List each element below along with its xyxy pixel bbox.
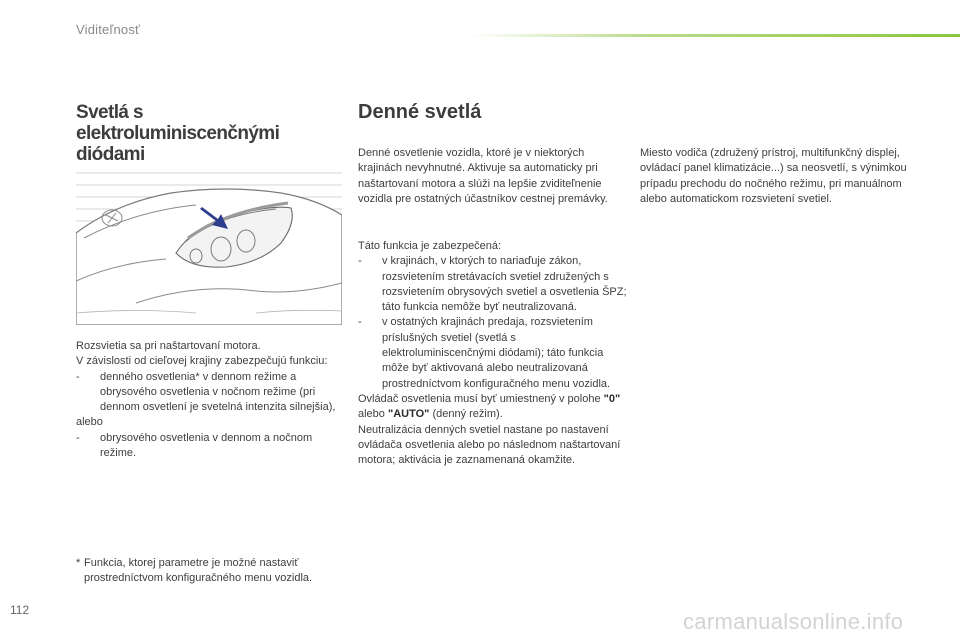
footnote-text: Funkcia, ktorej parametre je možné nastaviť prostredníctvom konfiguračného menu vozidla. <box>84 557 313 585</box>
list-item <box>358 315 628 391</box>
text-fragment: Ovládač osvetlenia musí byť umiestnený v polohe <box>358 392 601 405</box>
list-item-text: v krajinách, v ktorých to nariaďuje zákon, rozsvietením stretávacích svetiel združených s rozsvietením obrysových svetiel a osvetlenia ŠPZ; táto funkcia nemôže byť neutralizovaná. <box>382 255 627 314</box>
led-lights-description <box>76 339 346 461</box>
or-text: alebo <box>76 416 103 429</box>
switch-position-auto: "AUTO" <box>387 408 430 421</box>
paragraph: Miesto vodiča (združený prístroj, multifunkčný displej, ovládací panel klimatizácie...) sa neosvetlí, s výnimkou prípadu prechodu do nočného režimu, pri manuálnom alebo automatickom rozsvietení svetiel. <box>640 147 907 205</box>
intro-text: V závislosti od cieľovej krajiny zabezpečujú funkciu: <box>76 355 328 368</box>
daytime-lights-details <box>358 239 628 468</box>
list-dash: - <box>358 316 362 329</box>
paragraph: Táto funkcia je zabezpečená: <box>358 240 502 252</box>
footnote-marker: * <box>76 557 81 569</box>
intro-text: Rozsvietia sa pri naštartovaní motora. <box>76 340 261 352</box>
list-item <box>76 370 346 416</box>
footnote <box>76 556 346 587</box>
list-dash: - <box>76 431 80 444</box>
header-rule <box>470 34 960 37</box>
list-dash: - <box>358 255 362 268</box>
list-item-text: denného osvetlenia* v dennom režime a obrysového osvetlenia v nočnom režime (pri dennom osvetlení je svetelná intenzita silnejšia), <box>100 370 336 414</box>
list-item <box>358 254 628 315</box>
switch-position-text <box>358 392 628 423</box>
list-item <box>76 431 346 462</box>
text-fragment: alebo <box>358 408 385 421</box>
list-dash: - <box>76 370 80 383</box>
watermark: carmanualsonline.info <box>683 609 904 634</box>
switch-position-zero: "0" <box>603 392 621 405</box>
text-fragment: (denný režim). <box>432 408 503 421</box>
driver-area-note <box>640 146 910 207</box>
daytime-lights-heading: Denné svetlá <box>358 101 482 123</box>
list-item-text: v ostatných krajinách predaja, rozsvietením príslušných svetiel (svetlá s elektroluminiscenčnými diódami); táto funkcia môže byť aktivovaná alebo neutralizovaná prostredníctvom konfiguračného menu vozidla. <box>382 316 611 390</box>
section-title: Viditeľnosť <box>76 22 141 37</box>
daytime-lights-intro <box>358 146 628 207</box>
led-lights-heading: Svetlá s elektroluminiscenčnými diódami <box>76 102 280 165</box>
headlight-illustration <box>76 163 342 325</box>
page-number: 112 <box>10 603 30 617</box>
paragraph: Denné osvetlenie vozidla, ktoré je v niektorých krajinách nevyhnutné. Aktivuje sa automaticky pri naštartovaní motora a slúži na lepšie zviditeľnenie vozidla pre ostatných účastníkov cestnej premávky. <box>358 147 608 205</box>
paragraph: Neutralizácia denných svetiel nastane po nastavení ovládača osvetlenia alebo po následnom naštartovaní motora; aktivácia je zaznamenaná okamžite. <box>358 423 621 467</box>
list-item-text: obrysového osvetlenia v dennom a nočnom režime. <box>100 431 313 460</box>
